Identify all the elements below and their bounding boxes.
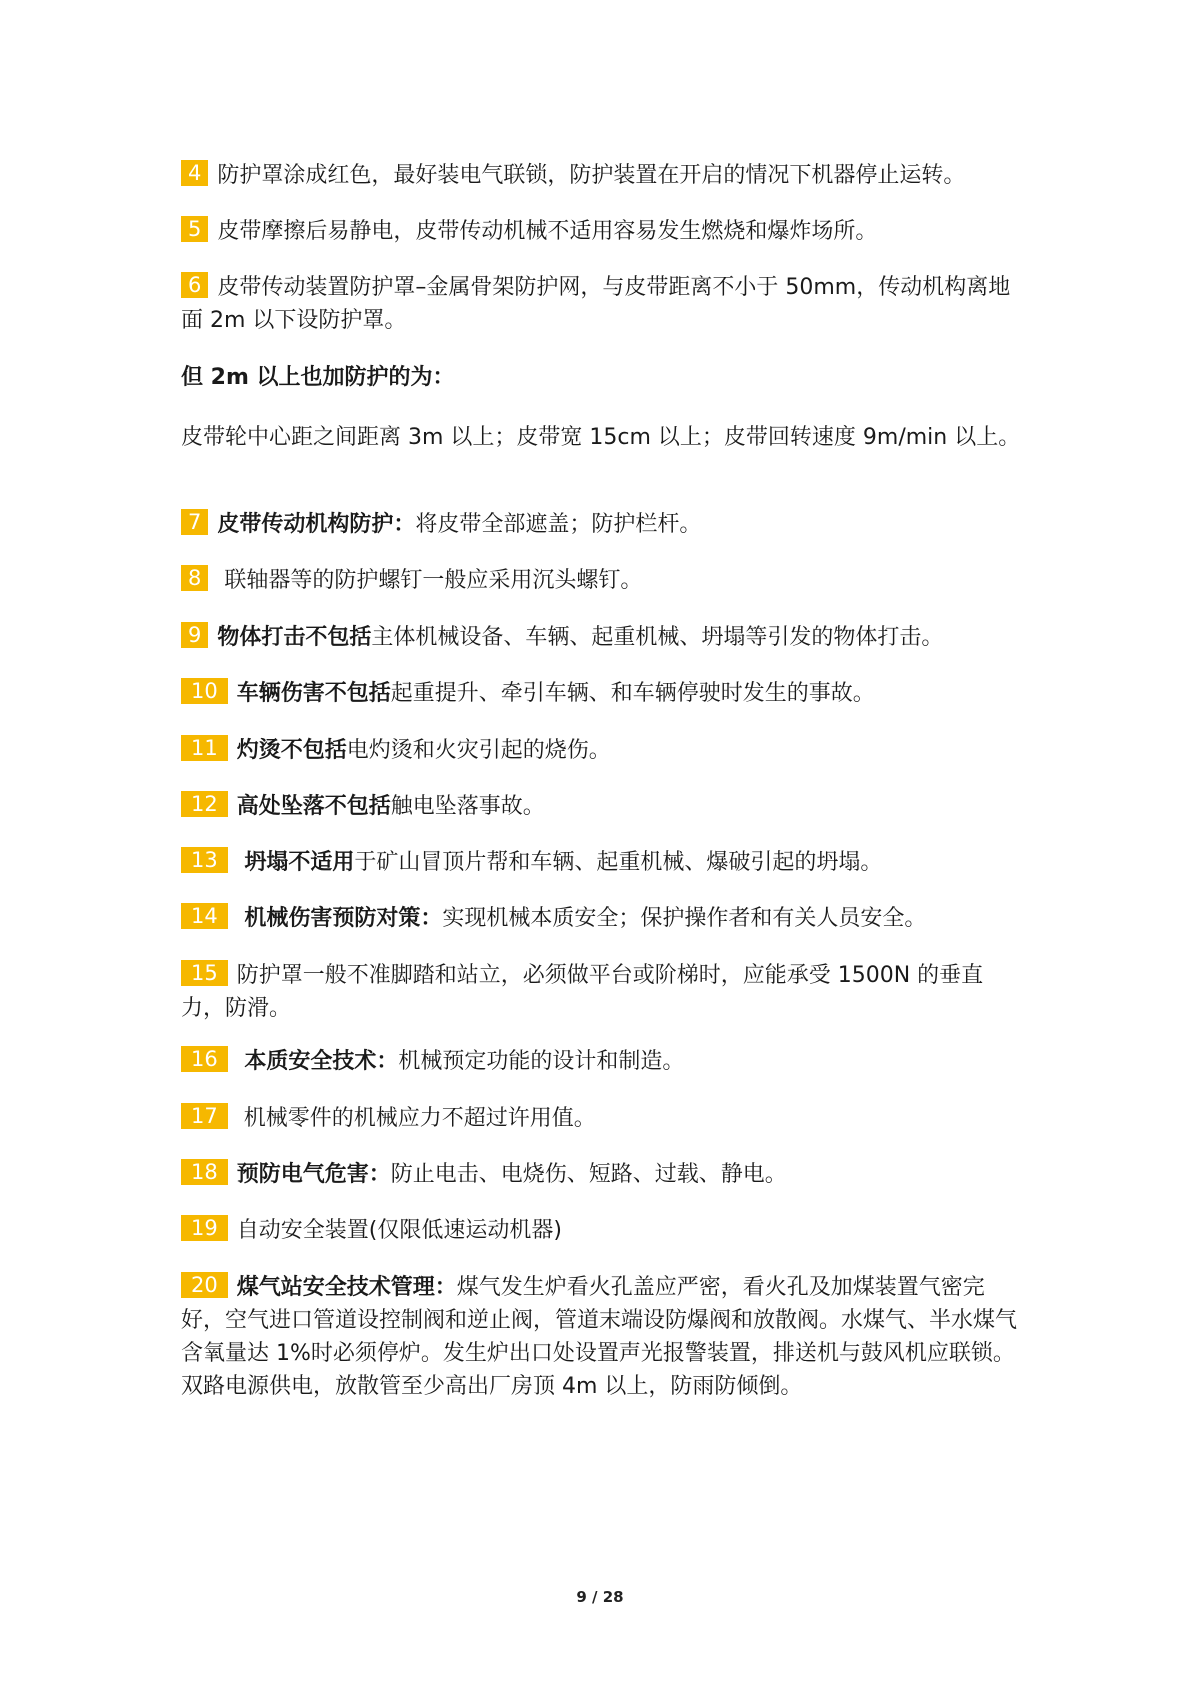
item-bold-text: 预防电气危害： (236, 1162, 391, 1187)
item-8 (181, 564, 642, 597)
item-bold-text: 本质安全技术： (236, 1049, 399, 1074)
item-20 (181, 1271, 1026, 1403)
item-13 (181, 846, 882, 879)
item-bold-text: 物体打击不包括 (217, 625, 372, 650)
item-12 (181, 790, 545, 823)
item-text: 皮带传动装置防护罩–金属骨架防护网，与皮带距离不小于 50mm，传动机构离地面 2m 以下设防护罩。 (181, 275, 1011, 333)
item-number-badge: 10 (181, 678, 228, 704)
item-6 (181, 271, 1026, 337)
sub-heading (181, 361, 455, 394)
item-text: 电灼烫和火灾引起的烧伤。 (346, 738, 611, 763)
item-text: 机械零件的机械应力不超过许用值。 (236, 1106, 596, 1131)
item-number-badge: 17 (181, 1103, 228, 1129)
item-number-badge: 15 (181, 960, 228, 986)
item-15 (181, 959, 1026, 1025)
item-7 (181, 508, 701, 541)
item-text: 防护罩一般不准脚踏和站立，必须做平台或阶梯时，应能承受 1500N 的垂直力，防滑。 (181, 963, 984, 1021)
item-number-badge: 19 (181, 1215, 228, 1241)
item-bold-text: 机械伤害预防对策： (236, 906, 443, 931)
item-text: 于矿山冒顶片帮和车辆、起重机械、爆破引起的坍塌。 (354, 850, 883, 875)
item-text: 起重提升、牵引车辆、和车辆停驶时发生的事故。 (390, 681, 875, 706)
item-5 (181, 215, 877, 248)
item-4 (181, 159, 965, 192)
item-number-badge: 9 (181, 622, 208, 648)
sub-paragraph (181, 421, 1020, 454)
item-number-badge: 14 (181, 903, 228, 929)
item-14 (181, 902, 926, 935)
item-bold-text: 皮带传动机构防护： (217, 512, 416, 537)
page-number: 9 / 28 (576, 1588, 624, 1606)
item-19 (181, 1214, 562, 1247)
sub-heading-text: 但 2m 以上也加防护的为： (181, 365, 455, 390)
item-text: 主体机械设备、车辆、起重机械、坍塌等引发的物体打击。 (371, 625, 944, 650)
item-text: 防止电击、电烧伤、短路、过载、静电。 (390, 1162, 787, 1187)
item-text: 皮带摩擦后易静电，皮带传动机械不适用容易发生燃烧和爆炸场所。 (217, 219, 878, 244)
item-bold-text: 高处坠落不包括 (236, 794, 391, 819)
item-16 (181, 1045, 684, 1078)
item-number-badge: 6 (181, 272, 208, 298)
item-number-badge: 8 (181, 565, 208, 591)
item-bold-text: 车辆伤害不包括 (236, 681, 391, 706)
item-text: 皮带轮中心距之间距离 3m 以上；皮带宽 15cm 以上；皮带回转速度 9m/min 以上。 (181, 425, 1021, 450)
item-text: 触电坠落事故。 (390, 794, 545, 819)
item-number-badge: 18 (181, 1159, 228, 1185)
item-number-badge: 11 (181, 735, 228, 761)
item-text: 自动安全装置(仅限低速运动机器) (236, 1218, 562, 1243)
item-text: 机械预定功能的设计和制造。 (398, 1049, 685, 1074)
item-text: 防护罩涂成红色，最好装电气联锁，防护装置在开启的情况下机器停止运转。 (217, 163, 966, 188)
item-number-badge: 20 (181, 1272, 228, 1298)
item-text: 将皮带全部遮盖；防护栏杆。 (415, 512, 702, 537)
item-number-badge: 4 (181, 160, 208, 186)
item-number-badge: 5 (181, 216, 208, 242)
item-11 (181, 734, 611, 767)
item-number-badge: 16 (181, 1046, 228, 1072)
item-number-badge: 12 (181, 791, 228, 817)
item-9 (181, 621, 943, 654)
item-18 (181, 1158, 787, 1191)
item-text: 煤气发生炉看火孔盖应严密，看火孔及加煤装置气密完好，空气进口管道设控制阀和逆止阀，管道末端设防爆阀和放散阀。水煤气、半水煤气含氧量达 1%时必须停炉。发生炉出口处设置声光报警装置，排送机与鼓风机应联锁。双路电源供电，放散管至少高出厂房顶 4m 以上，防雨防倾倒。 (181, 1275, 1018, 1399)
item-text: 实现机械本质安全；保护操作者和有关人员安全。 (442, 906, 927, 931)
item-10 (181, 677, 875, 710)
item-17 (181, 1102, 596, 1135)
item-bold-text: 煤气站安全技术管理： (236, 1275, 457, 1300)
item-number-badge: 7 (181, 509, 208, 535)
item-bold-text: 灼烫不包括 (236, 738, 347, 763)
item-text: 联轴器等的防护螺钉一般应采用沉头螺钉。 (217, 568, 643, 593)
item-bold-text: 坍塌不适用 (236, 850, 355, 875)
item-number-badge: 13 (181, 847, 228, 873)
